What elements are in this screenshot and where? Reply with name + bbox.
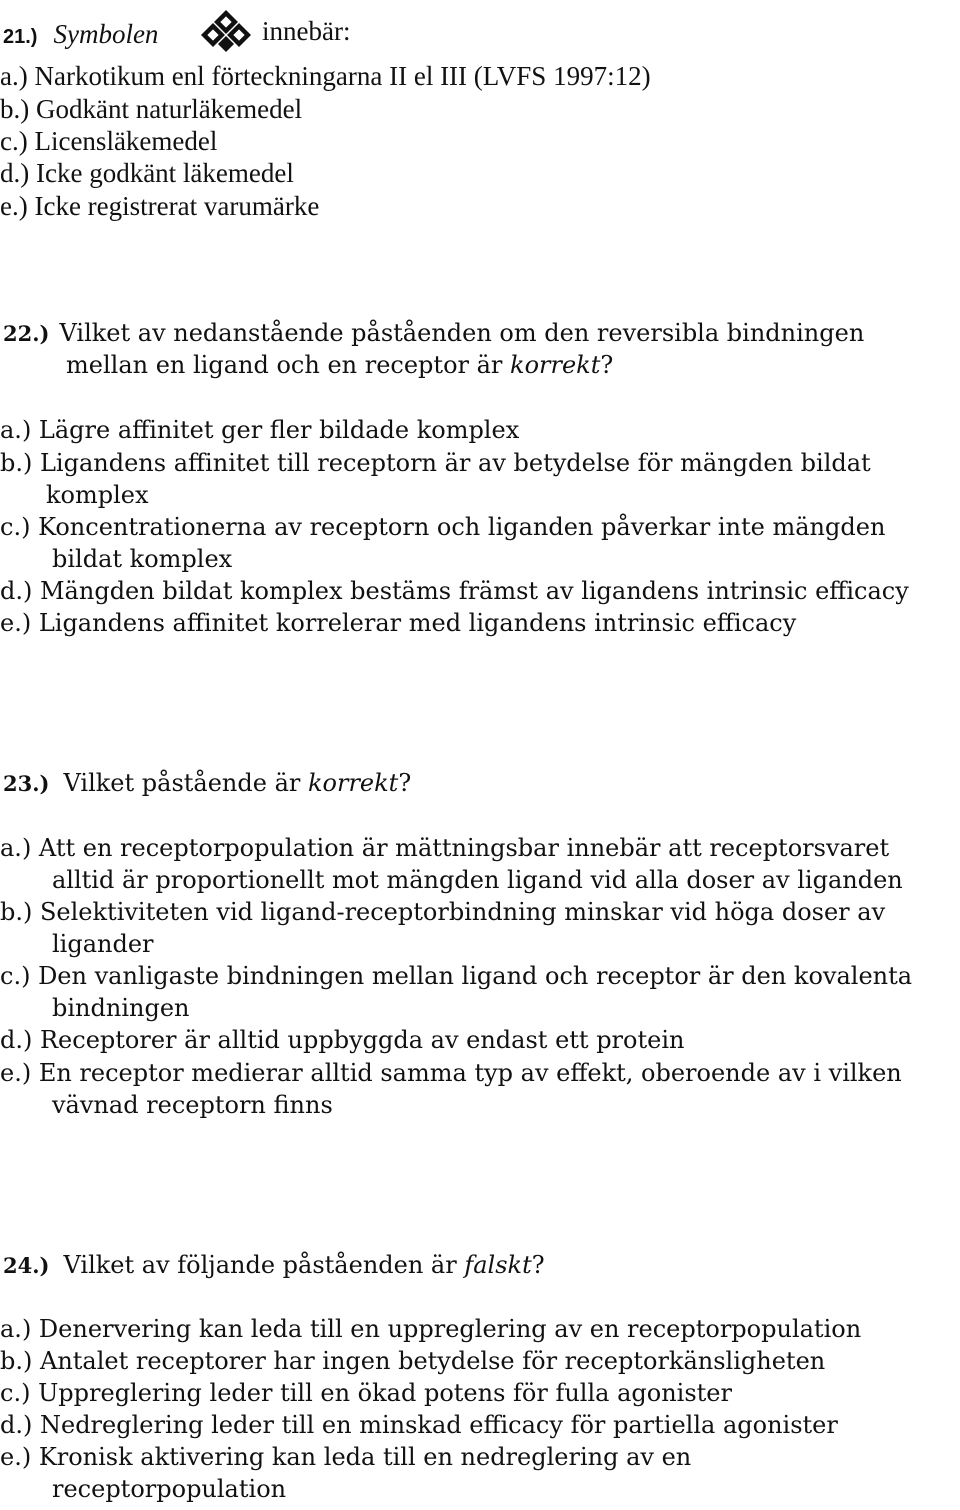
question-number: 23.)	[3, 771, 50, 796]
question-stem-italic: korrekt	[510, 351, 601, 379]
question-stem-line1: Vilket av nedanstående påståenden om den reversibla bindningen	[59, 319, 865, 347]
option-24e: e.) Kronisk aktivering kan leda till en nedreglering av en	[0, 1443, 692, 1471]
option-22b-cont: komplex	[46, 481, 149, 509]
question-stem	[63, 1251, 544, 1279]
option-22a: a.) Lägre affinitet ger fler bildade komplex	[0, 416, 520, 444]
question-number: 21.)	[3, 26, 38, 48]
question-number: 22.)	[3, 321, 50, 346]
option-24d: d.) Nedreglering leder till en minskad efficacy för partiella agonister	[0, 1411, 838, 1439]
option-23e: e.) En receptor medierar alltid samma typ av effekt, oberoende av i vilken	[0, 1059, 902, 1087]
option-23c: c.) Den vanligaste bindningen mellan ligand och receptor är den kovalenta	[0, 962, 913, 990]
question-stem-end: ?	[531, 1251, 545, 1279]
question-intro-rest: innebär:	[262, 16, 351, 46]
question-stem-italic: falskt	[464, 1251, 532, 1279]
diamond-pattern-symbol-icon	[201, 9, 251, 53]
question-number: 24.)	[3, 1253, 50, 1278]
option-23c-cont: bindningen	[52, 994, 190, 1022]
option-23b-cont: ligander	[52, 930, 154, 958]
question-24-heading	[3, 1253, 545, 1277]
option-24e-cont: receptorpopulation	[52, 1475, 287, 1503]
option-22c: c.) Koncentrationerna av receptorn och liganden påverkar inte mängden	[0, 513, 886, 541]
option-23b: b.) Selektiviteten vid ligand-receptorbindning minskar vid höga doser av	[0, 898, 886, 926]
question-intro-italic: Symbolen	[53, 19, 159, 49]
question-stem-text: Vilket av följande påståenden är	[63, 1251, 465, 1279]
option-23a-cont: alltid är proportionellt mot mängden ligand vid alla doser av liganden	[52, 866, 903, 894]
question-stem	[63, 769, 411, 797]
option-23d: d.) Receptorer är alltid uppbyggda av endast ett protein	[0, 1026, 685, 1054]
option-22e: e.) Ligandens affinitet korrelerar med ligandens intrinsic efficacy	[0, 609, 797, 637]
option-22d: d.) Mängden bildat komplex bestäms främst av ligandens intrinsic efficacy	[0, 577, 909, 605]
option-21e: e.) Icke registrerat varumärke	[0, 191, 320, 221]
question-stem-italic: korrekt	[307, 769, 399, 797]
option-23a: a.) Att en receptorpopulation är mättningsbar innebär att receptorsvaret	[0, 834, 890, 862]
option-22c-cont: bildat komplex	[52, 545, 233, 573]
question-21-heading	[3, 21, 158, 48]
option-21c: c.) Licensläkemedel	[0, 126, 218, 156]
question-22-stem-line2	[66, 353, 613, 377]
question-22-heading	[3, 321, 864, 345]
question-stem-text: mellan en ligand och en receptor är	[66, 351, 511, 379]
question-23-heading	[3, 771, 411, 795]
option-23e-cont: vävnad receptorn finns	[52, 1091, 333, 1119]
option-24c: c.) Uppreglering leder till en ökad potens för fulla agonister	[0, 1379, 732, 1407]
option-24b: b.) Antalet receptorer har ingen betydelse för receptorkänsligheten	[0, 1347, 826, 1375]
option-21a: a.) Narkotikum enl förteckningarna II el III (LVFS 1997:12)	[0, 61, 651, 91]
question-stem-end: ?	[600, 351, 614, 379]
option-22b: b.) Ligandens affinitet till receptorn är av betydelse för mängden bildat	[0, 449, 871, 477]
option-24a: a.) Denervering kan leda till en uppreglering av en receptorpopulation	[0, 1315, 862, 1343]
option-21d: d.) Icke godkänt läkemedel	[0, 158, 294, 188]
question-stem-text: Vilket påstående är	[63, 769, 308, 797]
question-stem-end: ?	[398, 769, 412, 797]
option-21b: b.) Godkänt naturläkemedel	[0, 94, 303, 124]
